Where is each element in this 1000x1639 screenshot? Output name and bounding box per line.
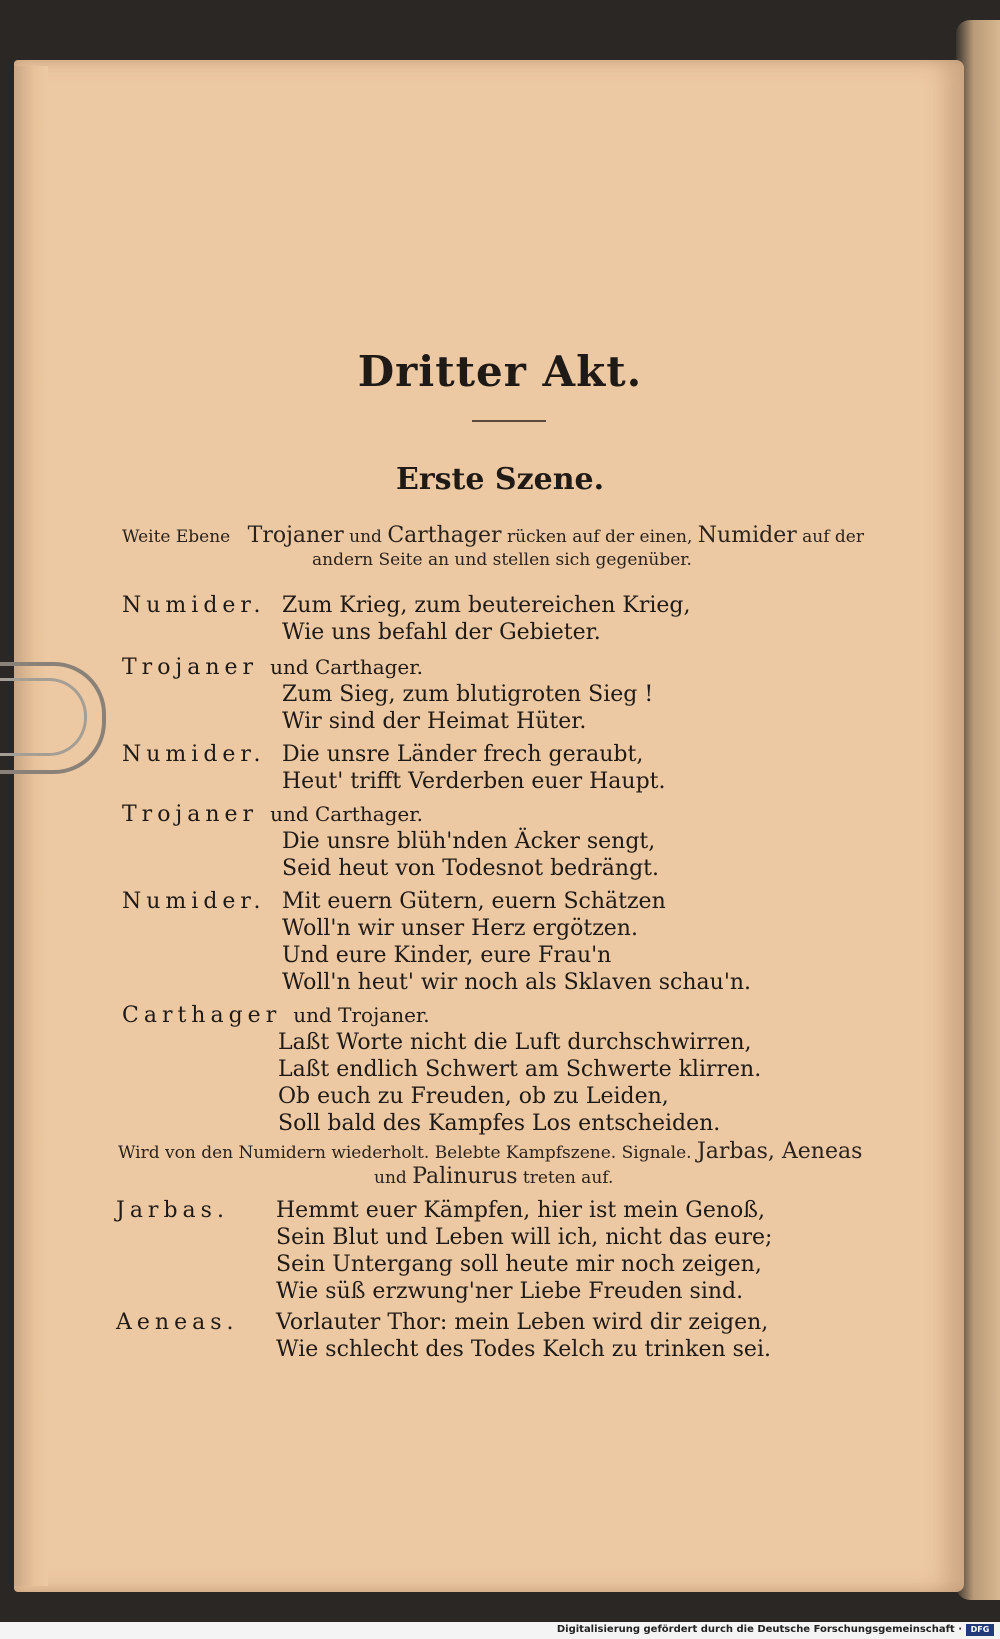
speaker-tail: und Trojaner.: [293, 1003, 430, 1027]
stage-name: Carthager: [387, 523, 502, 548]
verse-line: Laßt endlich Schwert am Schwerte klirren.: [278, 1057, 762, 1082]
stage-text: auf der: [802, 527, 864, 547]
speaker-first: Trojaner: [122, 655, 259, 680]
verse-line: Hemmt euer Kämpfen, hier ist mein Genoß,: [276, 1198, 765, 1223]
speaker-name: Numider.: [122, 889, 266, 914]
verse-line: Sein Untergang soll heute mir noch zeigen,: [276, 1252, 762, 1277]
verse-line: Soll bald des Kampfes Los entscheiden.: [278, 1111, 721, 1136]
speaker-name: Numider.: [122, 593, 266, 618]
stage-direction: [122, 524, 902, 549]
verse-line: Woll'n heut' wir noch als Sklaven schau'n.: [282, 970, 752, 995]
stage-text: Weite Ebene: [122, 527, 231, 547]
verse-line: Sein Blut und Leben will ich, nicht das eure;: [276, 1225, 773, 1250]
verse-line: Woll'n wir unser Herz ergötzen.: [282, 916, 638, 941]
verse-line: Wie uns befahl der Gebieter.: [282, 620, 601, 645]
verse-line: Ob euch zu Freuden, ob zu Leiden,: [278, 1084, 669, 1109]
speaker-tail: und Carthager.: [270, 655, 423, 679]
verse-line: Vorlauter Thor: mein Leben wird dir zeigen,: [276, 1310, 769, 1335]
stage-text: Wird von den Numidern wiederholt. Belebte Kampfszene. Signale.: [118, 1143, 692, 1163]
funding-notice: Digitalisierung gefördert durch die Deutsche Forschungsgemeinschaft ·: [556, 1624, 962, 1635]
stage-direction-line2: andern Seite an und stellen sich gegenüber.: [312, 550, 692, 570]
verse-line: Seid heut von Todesnot bedrängt.: [282, 856, 659, 881]
stage-name: Jarbas, Aeneas: [696, 1139, 863, 1164]
verse-line: Die unsre blüh'nden Äcker sengt,: [282, 829, 656, 854]
verse-line: Wie süß erzwung'ner Liebe Freuden sind.: [276, 1279, 744, 1304]
heading-rule: [472, 420, 546, 422]
verse-line: Die unsre Länder frech geraubt,: [282, 742, 644, 767]
speaker-name: [122, 655, 423, 680]
stage-name: Palinurus: [412, 1164, 518, 1189]
verse-line: Heut' trifft Verderben euer Haupt.: [282, 769, 666, 794]
verse-line: Und eure Kinder, eure Frau'n: [282, 943, 612, 968]
act-heading: Dritter Akt.: [357, 347, 643, 396]
verse-line: Wie schlecht des Todes Kelch zu trinken sei.: [276, 1337, 771, 1362]
verse-line: Zum Sieg, zum blutigroten Sieg !: [282, 682, 654, 707]
dfg-logo: DFG: [966, 1624, 994, 1636]
stage-text: rücken auf der einen,: [506, 527, 693, 547]
speaker-first: Trojaner: [122, 802, 259, 827]
stage-name: Trojaner: [247, 523, 344, 548]
speaker-name: Aeneas.: [116, 1310, 239, 1335]
speaker-name: Jarbas.: [116, 1198, 229, 1223]
stage-direction: [118, 1140, 908, 1165]
stage-text: und: [374, 1168, 407, 1188]
speaker-name: [122, 802, 423, 827]
stage-direction-line2: [374, 1165, 613, 1190]
verse-line: Laßt Worte nicht die Luft durchschwirren,: [278, 1030, 752, 1055]
verse-line: Zum Krieg, zum beutereichen Krieg,: [282, 593, 691, 618]
stage-text: und: [349, 527, 382, 547]
speaker-first: Carthager: [122, 1003, 282, 1028]
verse-line: Wir sind der Heimat Hüter.: [282, 709, 587, 734]
speaker-tail: und Carthager.: [270, 802, 423, 826]
speaker-name: Numider.: [122, 742, 266, 767]
stage-text: treten auf.: [522, 1168, 614, 1188]
verse-line: Mit euern Gütern, euern Schätzen: [282, 889, 666, 914]
stage-name: Numider: [697, 523, 797, 548]
scene-heading: Erste Szene.: [395, 462, 605, 497]
speaker-name: [122, 1003, 430, 1028]
